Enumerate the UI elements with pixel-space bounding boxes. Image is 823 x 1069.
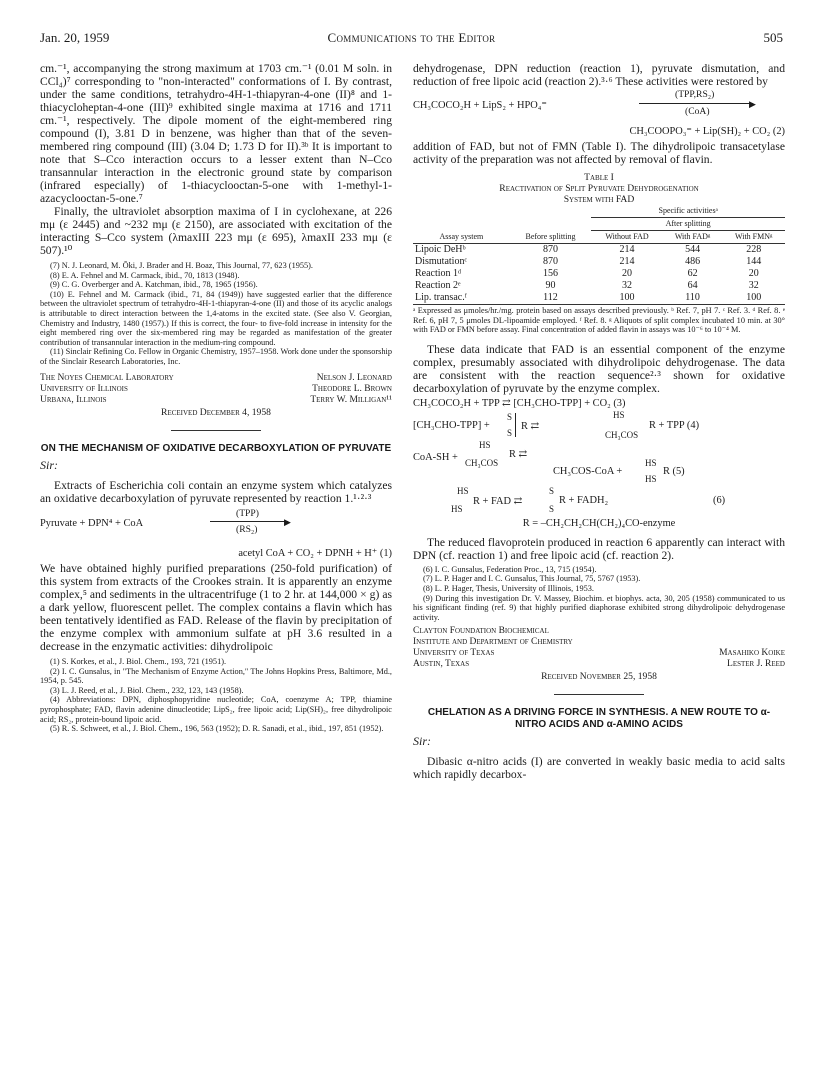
salutation: Sir: bbox=[40, 458, 58, 473]
r-definition: R = –CH₂CH₂CH(CH₂)₄CO-enzyme bbox=[522, 517, 676, 529]
table-cell: 228 bbox=[746, 244, 762, 255]
header-section: Communications to the Editor bbox=[327, 30, 496, 45]
footnote: (8) E. A. Fehnel and M. Carmack, ibid., 70, 1813 (1948). bbox=[50, 270, 240, 280]
table-label: Table I bbox=[584, 172, 614, 183]
equation-5 bbox=[413, 440, 785, 486]
affiliation-line: Urbana, Illinois bbox=[40, 394, 107, 405]
affiliation-line: Austin, Texas bbox=[413, 659, 470, 670]
equation-term: R (5) bbox=[663, 465, 685, 477]
author-name: Theodore L. Brown bbox=[312, 383, 392, 394]
left-column bbox=[40, 62, 392, 734]
affiliation-line: Institute and Department of Chemistry bbox=[413, 637, 573, 648]
data-table bbox=[413, 205, 785, 305]
row-label: Reaction 1ᵈ bbox=[415, 268, 462, 279]
table-row bbox=[413, 280, 785, 292]
footnote: (3) L. J. Reed, et al., J. Biol. Chem., 232, 123, 143 (1958). bbox=[50, 685, 244, 695]
table-cell: 214 bbox=[619, 244, 635, 255]
author-name: Lester J. Reed bbox=[727, 659, 785, 670]
column-header: Before splitting bbox=[525, 231, 576, 241]
section-divider bbox=[171, 430, 261, 431]
table-cell: 100 bbox=[619, 292, 635, 303]
author-name: Terry W. Milligan¹¹ bbox=[310, 394, 392, 405]
thiol-label: HS bbox=[479, 439, 491, 450]
footnotes bbox=[40, 261, 392, 367]
sulfur-label: S bbox=[549, 485, 555, 496]
equation-4 bbox=[413, 410, 785, 440]
equation-term: [CH₃CHO-TPP] + bbox=[413, 419, 490, 431]
body-paragraph: dehydrogenase, DPN reduction (reaction 1), pyruvate dismutation, and reduction of free lipoic acid (reaction 2).³·⁶ These activities were restored by bbox=[413, 62, 785, 88]
equation-number: (6) bbox=[713, 494, 726, 506]
footnote: (5) R. S. Schweet, et al., J. Biol. Chem., 196, 563 (1952); D. R. Sanadi, et al., ibid., 197, 851 (1952). bbox=[50, 724, 384, 734]
ring-bond bbox=[515, 413, 516, 437]
article-title: CHELATION AS A DRIVING FORCE IN SYNTHESIS. A NEW ROUTE TO α-NITRO ACIDS AND α-AMINO ACIDS bbox=[427, 707, 771, 730]
column-group-header: After splitting bbox=[591, 218, 785, 231]
footnote: (9) During this investigation Dr. V. Massey, Biochim. et biophys. acta, 30, 205 (1958) communicated to us his significant finding (ref. 9) that highly purified diaphorase exhibited strong dihydrolipoic dehydrogenase activity. bbox=[413, 593, 785, 622]
row-label: Dismutationᶜ bbox=[415, 256, 468, 267]
signature-block bbox=[413, 626, 785, 670]
page-header bbox=[40, 30, 783, 46]
thiol-label: HS bbox=[457, 485, 469, 496]
equation-term: CoA-SH + bbox=[413, 451, 458, 463]
table-row bbox=[413, 256, 785, 268]
right-column bbox=[413, 62, 785, 781]
affiliation-line: The Noyes Chemical Laboratory bbox=[40, 372, 174, 383]
table-cell: 110 bbox=[685, 292, 700, 303]
column-header: With FADᵍ bbox=[674, 232, 711, 241]
section-divider bbox=[554, 694, 644, 695]
equation-6 bbox=[413, 486, 785, 518]
arrow-head: ▶ bbox=[284, 517, 291, 528]
equation-catalyst: (TPP,RS₂) bbox=[675, 89, 715, 100]
column-header: With FMNᵍ bbox=[734, 232, 773, 241]
footnote: (2) I. C. Gunsalus, in "The Mechanism of Enzyme Action," The Johns Hopkins Press, Baltimore, Md., 1954, p. 545. bbox=[40, 666, 392, 686]
footnote: (11) Sinclair Refining Co. Fellow in Organic Chemistry, 1957–1958. Work done under the sponsorship of the Sinclair Research Laboratories, Inc. bbox=[40, 347, 392, 366]
column-header: Assay system bbox=[439, 231, 484, 241]
equation-lhs: Pyruvate + DPN⁴ + CoA bbox=[40, 518, 144, 530]
row-label: Reaction 2ᵉ bbox=[415, 280, 461, 291]
equation-2 bbox=[413, 90, 785, 126]
table-cell: 156 bbox=[543, 268, 558, 279]
table-cell: 112 bbox=[543, 292, 558, 303]
table-cell: 870 bbox=[543, 256, 558, 267]
arrow-head: ▶ bbox=[749, 99, 756, 109]
equation-term: R + TPP (4) bbox=[649, 419, 700, 431]
equation-catalyst: (CoA) bbox=[685, 106, 710, 117]
body-paragraph: These data indicate that FAD is an essential component of the enzyme complex, presumably associated with dihydrolipoic dehydrogenase. The data are consistent with the reaction sequence²·³ shown for oxidative decarboxylation of pyruvate by the enzyme complex. bbox=[413, 342, 785, 395]
thiol-label: HS bbox=[613, 409, 625, 420]
table-row bbox=[413, 292, 785, 305]
received-date: Received December 4, 1958 bbox=[161, 406, 271, 418]
equation-term: R ⇄ bbox=[521, 420, 540, 432]
table-cell: 32 bbox=[622, 280, 633, 291]
footnote: (7) L. P. Hager and I. C. Gunsalus, This Journal, 75, 5767 (1953). bbox=[423, 574, 641, 584]
column-group-header: Specific activitiesᵃ bbox=[591, 205, 785, 218]
author-name: Masahiko Koike bbox=[719, 648, 785, 659]
footnote: (10) E. Fehnel and M. Carmack (ibid., 71, 84 (1949)) have suggested earlier that the difference between the ultraviolet spectrum of tetrahydro-4H-1-thiapyran-4-one (II) and those of its acyclic analogs is attributable to direct interaction between the 1,4-atoms in the excited state. (See also V. Georgian, Chemistry and Industry, 1480 (1957).) If this is correct, the four- to five-fold increase in intensity for the eight membered ring over the six-membered ring may be regarded as manifestation of the greater contribution of transannular interaction in the medium-ring compound. bbox=[40, 289, 392, 347]
table-cell: 214 bbox=[619, 256, 635, 267]
equation-term: R + FADH₂ bbox=[559, 494, 609, 506]
footnote: (4) Abbreviations: DPN, diphosphopyridine nucleotide; CoA, coenzyme A; TPP, thiamine pyrophosphate; FAD, flavin adenine dinucleotide; LipS₂, free lipoic acid; Lip(SH)₂, free dihydrolipoic acid; RS₂, protein-bound lipoic acid. bbox=[40, 695, 392, 724]
equation-1 bbox=[40, 508, 392, 548]
table-cell: 62 bbox=[687, 268, 698, 279]
table-row bbox=[413, 244, 785, 257]
received-date: Received November 25, 1958 bbox=[541, 671, 657, 683]
footnote: (6) I. C. Gunsalus, Federation Proc., 13, 715 (1954). bbox=[423, 564, 597, 574]
row-label: Lip. transac.ᶠ bbox=[415, 292, 467, 303]
reaction-arrow bbox=[210, 521, 288, 522]
equation-term: R + FAD ⇄ bbox=[473, 495, 523, 507]
footnotes bbox=[40, 657, 392, 734]
table-cell: 144 bbox=[746, 256, 762, 267]
header-page-number: 505 bbox=[763, 30, 783, 45]
table-cell: 90 bbox=[545, 280, 556, 291]
table-cell: 20 bbox=[622, 268, 633, 279]
body-paragraph: We have obtained highly purified preparations (250-fold purification) of this system from extracts of the Crookes strain. It is apparently an enzyme complex,⁵ and sediments in the ultracentrifuge (1 to 2 hr. at 144,000 × g) as a dark yellow, fluorescent pellet. The complex contains a flavin which has been tentatively identified as FAD. Release of the flavin by precipitation of the enzyme complex with ammonium sulfate at pH 3.6 resulted in a decrease in the enzymatic activities: dihydrolipoic bbox=[40, 562, 392, 654]
table-cell: 32 bbox=[748, 280, 759, 291]
reaction-arrow bbox=[639, 103, 753, 104]
body-paragraph: cm.⁻¹, accompanying the strong maximum at 1703 cm.⁻¹ (0.01 M soln. in CCl₄)⁷ corresponding to "non-interacted" conformations of I. By contrast, under the same conditions, tetrahydro-4H-1-thiapyran-4-one (II)⁸ and 1-thiacycloheptan-4-one (III)⁹ exhibited single maxima at 1716 and 1711 cm.⁻¹, respectively. The dipole moment of the eight-membered ring compound (I), 3.81 D in benzene, was higher than that of the seven-membered ring compound (III) (3.04 D; 1.73 D for II).³ᵇ It is important to note that S–Cco interaction occurs to a lesser extent than N–Cco transannular interaction in the electronic ground state by comparison (infrared especially) of 1-thiacyclooctan-5-one with 1-methyl-1-azacyclooctan-5-one.⁷ bbox=[40, 62, 392, 205]
affiliation-line: University of Texas bbox=[413, 648, 495, 659]
equation-catalyst: (TPP) bbox=[236, 508, 259, 520]
equation-term: R ⇄ bbox=[509, 448, 528, 460]
body-paragraph: addition of FAD, but not of FMN (Table I). The dihydrolipoic transacetylase activity of the preparation was not affected by removal of flavin. bbox=[413, 140, 785, 166]
table-caption: System with FAD bbox=[563, 194, 635, 205]
affiliation-line: Clayton Foundation Biochemical bbox=[413, 626, 549, 637]
table-cell: 544 bbox=[685, 244, 701, 255]
header-date: Jan. 20, 1959 bbox=[40, 30, 110, 45]
equation-rhs: acetyl CoA + CO₂ + DPNH + H⁺ (1) bbox=[238, 548, 392, 560]
table-cell: 870 bbox=[543, 244, 558, 255]
table-caption: Reactivation of Split Pyruvate Dehydrogenation bbox=[499, 183, 699, 194]
equation-rhs: CH₃COOPO₃⁼ + Lip(SH)₂ + CO₂ (2) bbox=[629, 126, 785, 137]
equation-catalyst: (RS₂) bbox=[236, 524, 258, 536]
thiol-label: HS bbox=[645, 473, 657, 484]
table-row bbox=[413, 268, 785, 280]
footnotes bbox=[413, 565, 785, 623]
article-title: ON THE MECHANISM OF OXIDATIVE DECARBOXYLATION OF PYRUVATE bbox=[40, 442, 392, 454]
acyl-label: CH₃COS bbox=[605, 429, 639, 440]
thiol-label: HS bbox=[451, 503, 463, 514]
sulfur-label: S bbox=[507, 411, 513, 422]
thiol-label: HS bbox=[645, 457, 657, 468]
row-label: Lipoic DeHᵇ bbox=[415, 244, 466, 255]
footnote: (1) S. Korkes, et al., J. Biol. Chem., 193, 721 (1951). bbox=[50, 657, 227, 667]
equation-lhs: CH₃COCO₂H + LipS₂ + HPO₄⁼ bbox=[413, 100, 547, 111]
sulfur-label: S bbox=[507, 427, 513, 438]
acyl-label: CH₃COS bbox=[465, 457, 499, 468]
signature-block bbox=[40, 373, 392, 406]
author-name: Nelson J. Leonard bbox=[316, 372, 392, 383]
table-cell: 100 bbox=[746, 292, 762, 303]
equation-3: CH₃COCO₂H + TPP ⇄ [CH₃CHO-TPP] + CO₂ (3) bbox=[413, 397, 626, 409]
column-header: Without FAD bbox=[605, 232, 649, 241]
table-cell: 486 bbox=[685, 256, 701, 267]
table-1 bbox=[413, 172, 785, 335]
table-cell: 64 bbox=[687, 280, 698, 291]
affiliation-line: University of Illinois bbox=[40, 383, 128, 394]
footnote: (9) C. G. Overberger and A. Katchman, ibid., 78, 1965 (1956). bbox=[50, 280, 258, 290]
body-paragraph: The reduced flavoprotein produced in reaction 6 apparently can interact with DPN (cf. reaction 1) and free lipoic acid (cf. reaction 2). bbox=[413, 535, 785, 562]
salutation: Sir: bbox=[413, 734, 431, 749]
table-cell: 20 bbox=[748, 268, 759, 279]
table-notes: ᵃ Expressed as μmoles/hr./mg. protein based on assays described previously. ᵇ Ref. 7, pH 7. ᶜ Ref. 3. ᵈ Ref. 8. ᵉ Ref. 6, pH 7, 5 μmoles DL-lipoamide employed. ᶠ Ref. 8. ᵍ Aliquots of split complex incubated 10 min. at 30° with FAD or FMN before assay. Final concentration of added flavin in assays was 10⁻⁶ to 10⁻⁴ M. bbox=[413, 306, 785, 335]
body-paragraph: Dibasic α-nitro acids (I) are converted in weakly basic media to acid salts which rapidly decarbox- bbox=[413, 755, 785, 782]
footnote: (8) L. P. Hager, Thesis, University of Illinois, 1953. bbox=[423, 583, 594, 593]
footnote: (7) N. J. Leonard, M. Ōki, J. Brader and H. Boaz, This Journal, 77, 623 (1955). bbox=[50, 261, 313, 270]
body-paragraph: Extracts of Escherichia coli contain an enzyme system which catalyzes an oxidative decarboxylation of pyruvate represented by reaction 1.¹·²·³ bbox=[40, 479, 392, 506]
sulfur-label: S bbox=[549, 503, 555, 514]
body-paragraph: Finally, the ultraviolet absorption maxima of I in cyclohexane, at 226 mμ (ε 2445) and ~232 mμ (ε 2150), are associated with excitation of the interacting S–Cco system (λmaxIII 223 mμ (ε 695), λmaxII 233 mμ (ε 507).¹⁰ bbox=[40, 205, 392, 257]
equation-term: CH₃COS-CoA + bbox=[553, 465, 623, 477]
